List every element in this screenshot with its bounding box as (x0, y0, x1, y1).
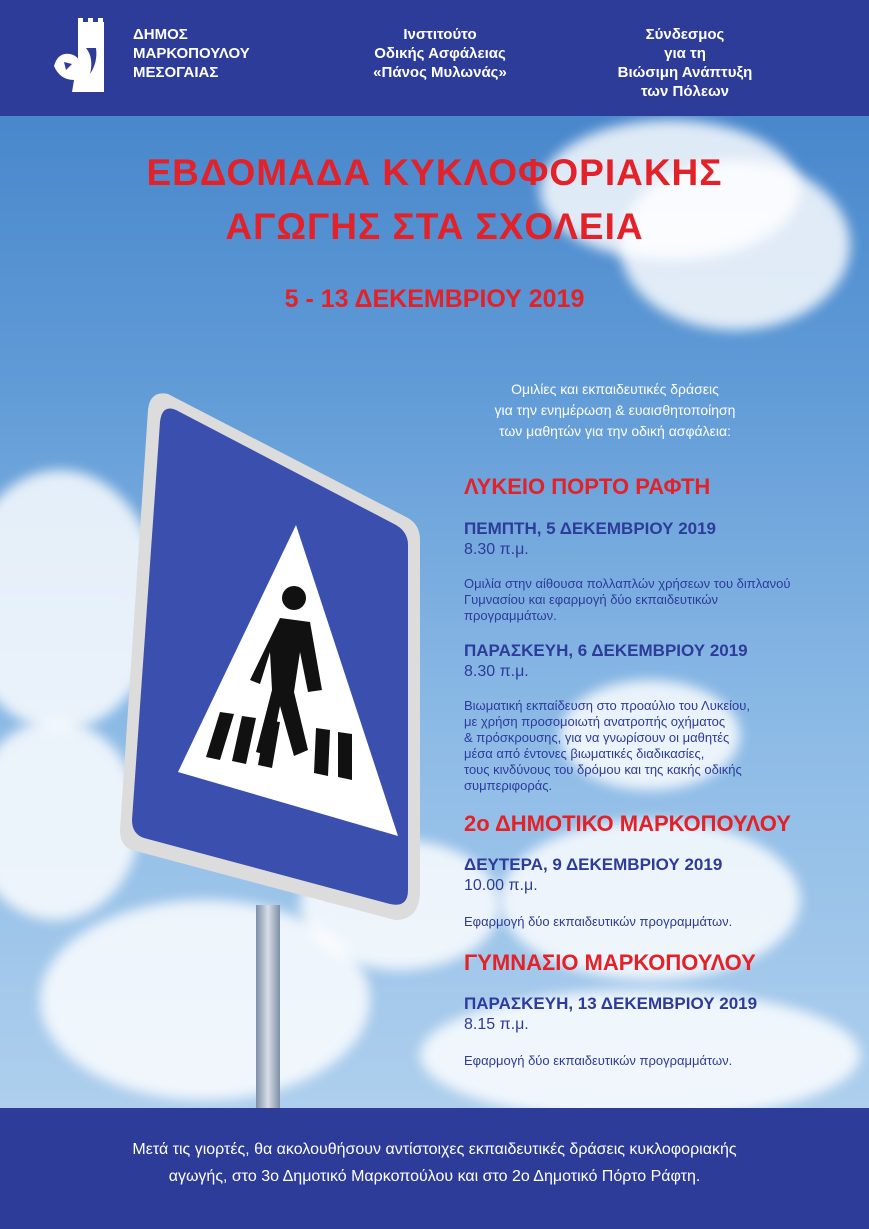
page-title: ΕΒΔΟΜΑΔΑ ΚΥΚΛΟΦΟΡΙΑΚΗΣ (146, 152, 723, 193)
municipality-logo-icon (52, 18, 108, 96)
event-time: 8.30 π.μ. (464, 541, 529, 558)
intro-text (450, 379, 780, 442)
description-line: τους κινδύνους του δρόμου και της κακής οδικής (464, 762, 742, 777)
intro-line: για την ενημέρωση & ευαισθητοποίηση (494, 402, 736, 418)
event-day: ΠΑΡΑΣΚΕΥΗ, 6 ΔΕΚΕΜΒΡΙΟΥ 2019 (464, 641, 748, 660)
event-time: 8.15 π.μ. (464, 1016, 529, 1033)
description-line: προγραμμάτων. (464, 608, 557, 623)
municipality-line: ΜΑΡΚΟΠΟΥΛΟΥ (133, 45, 250, 62)
association-name (570, 25, 800, 101)
event-day: ΠΕΜΠΤΗ, 5 ΔΕΚΕΜΒΡΙΟΥ 2019 (464, 519, 717, 538)
event-description (464, 1053, 732, 1069)
cloud (0, 720, 140, 920)
description-line: Ομιλία στην αίθουσα πολλαπλών χρήσεων του διπλανού (464, 576, 791, 591)
municipality-name (133, 25, 250, 82)
municipality-line: ΔΗΜΟΣ (133, 26, 188, 43)
footer-line: Μετά τις γιορτές, θα ακολουθήσουν αντίστοιχες εκπαιδευτικές δράσεις κυκλοφοριακής (132, 1141, 737, 1158)
institute-line: «Πάνος Μυλωνάς» (373, 64, 507, 81)
event-time: 8.30 π.μ. (464, 663, 529, 680)
description-line: Γυμνασίου και εφαρμογή δύο εκπαιδευτικών (464, 592, 719, 607)
footer-line: αγωγής, στο 3ο Δημοτικό Μαρκοπούλου και στο 2ο Δημοτικό Πόρτο Ράφτη. (168, 1168, 701, 1185)
school-title: 2ο ΔΗΜΟΤΙΚΟ ΜΑΡΚΟΠΟΥΛΟΥ (464, 811, 791, 836)
school-title: ΓΥΜΝΑΣΙΟ ΜΑΡΚΟΠΟΥΛΟΥ (464, 950, 756, 975)
event-description (464, 576, 790, 624)
institute-line: Οδικής Ασφάλειας (374, 45, 506, 62)
page-title: ΑΓΩΓΗΣ ΣΤΑ ΣΧΟΛΕΙΑ (225, 206, 644, 247)
description-line: Εφαρμογή δύο εκπαιδευτικών προγραμμάτων. (464, 1053, 733, 1068)
institute-name (330, 25, 550, 82)
municipality-line: ΜΕΣΟΓΑΙΑΣ (133, 64, 219, 81)
description-line: Εφαρμογή δύο εκπαιδευτικών προγραμμάτων. (464, 914, 733, 929)
description-line: συμπεριφοράς. (464, 778, 553, 793)
association-line: των Πόλεων (641, 83, 729, 100)
description-line: & πρόσκρουσης, για να γνωρίσουν οι μαθητές (464, 730, 730, 745)
event-day: ΠΑΡΑΣΚΕΥΗ, 13 ΔΕΚΕΜΒΡΙΟΥ 2019 (464, 994, 758, 1013)
description-line: με χρήση προσομοιωτή ανατροπής οχήματος (464, 714, 726, 729)
school-title: ΛΥΚΕΙΟ ΠΟΡΤΟ ΡΑΦΤΗ (464, 474, 711, 499)
footer-text (0, 1136, 869, 1190)
intro-line: των μαθητών για την οδική ασφάλεια: (499, 423, 731, 439)
association-line: για τη (664, 45, 706, 62)
event-dates: 5 - 13 ΔΕΚΕΜΒΡΙΟΥ 2019 (284, 285, 585, 313)
association-line: Βιώσιμη Ανάπτυξη (617, 64, 753, 81)
header-bar (0, 0, 869, 116)
intro-line: Ομιλίες και εκπαιδευτικές δράσεις (511, 381, 719, 397)
description-line: μέσα από έντονες βιωματικές διαδικασίες, (464, 746, 705, 761)
event-day: ΔΕΥΤΕΡΑ, 9 ΔΕΚΕΜΒΡΙΟΥ 2019 (464, 855, 723, 874)
event-time: 10.00 π.μ. (464, 877, 538, 894)
pedestrian-crossing-sign-icon (120, 390, 430, 930)
event-description (464, 914, 732, 930)
sign-pole (256, 905, 280, 1110)
association-line: Σύνδεσμος (645, 26, 725, 43)
event-description (464, 698, 750, 794)
description-line: Βιωματική εκπαίδευση στο προαύλιο του Λυκείου, (464, 698, 750, 713)
institute-line: Ινστιτούτο (403, 26, 477, 43)
